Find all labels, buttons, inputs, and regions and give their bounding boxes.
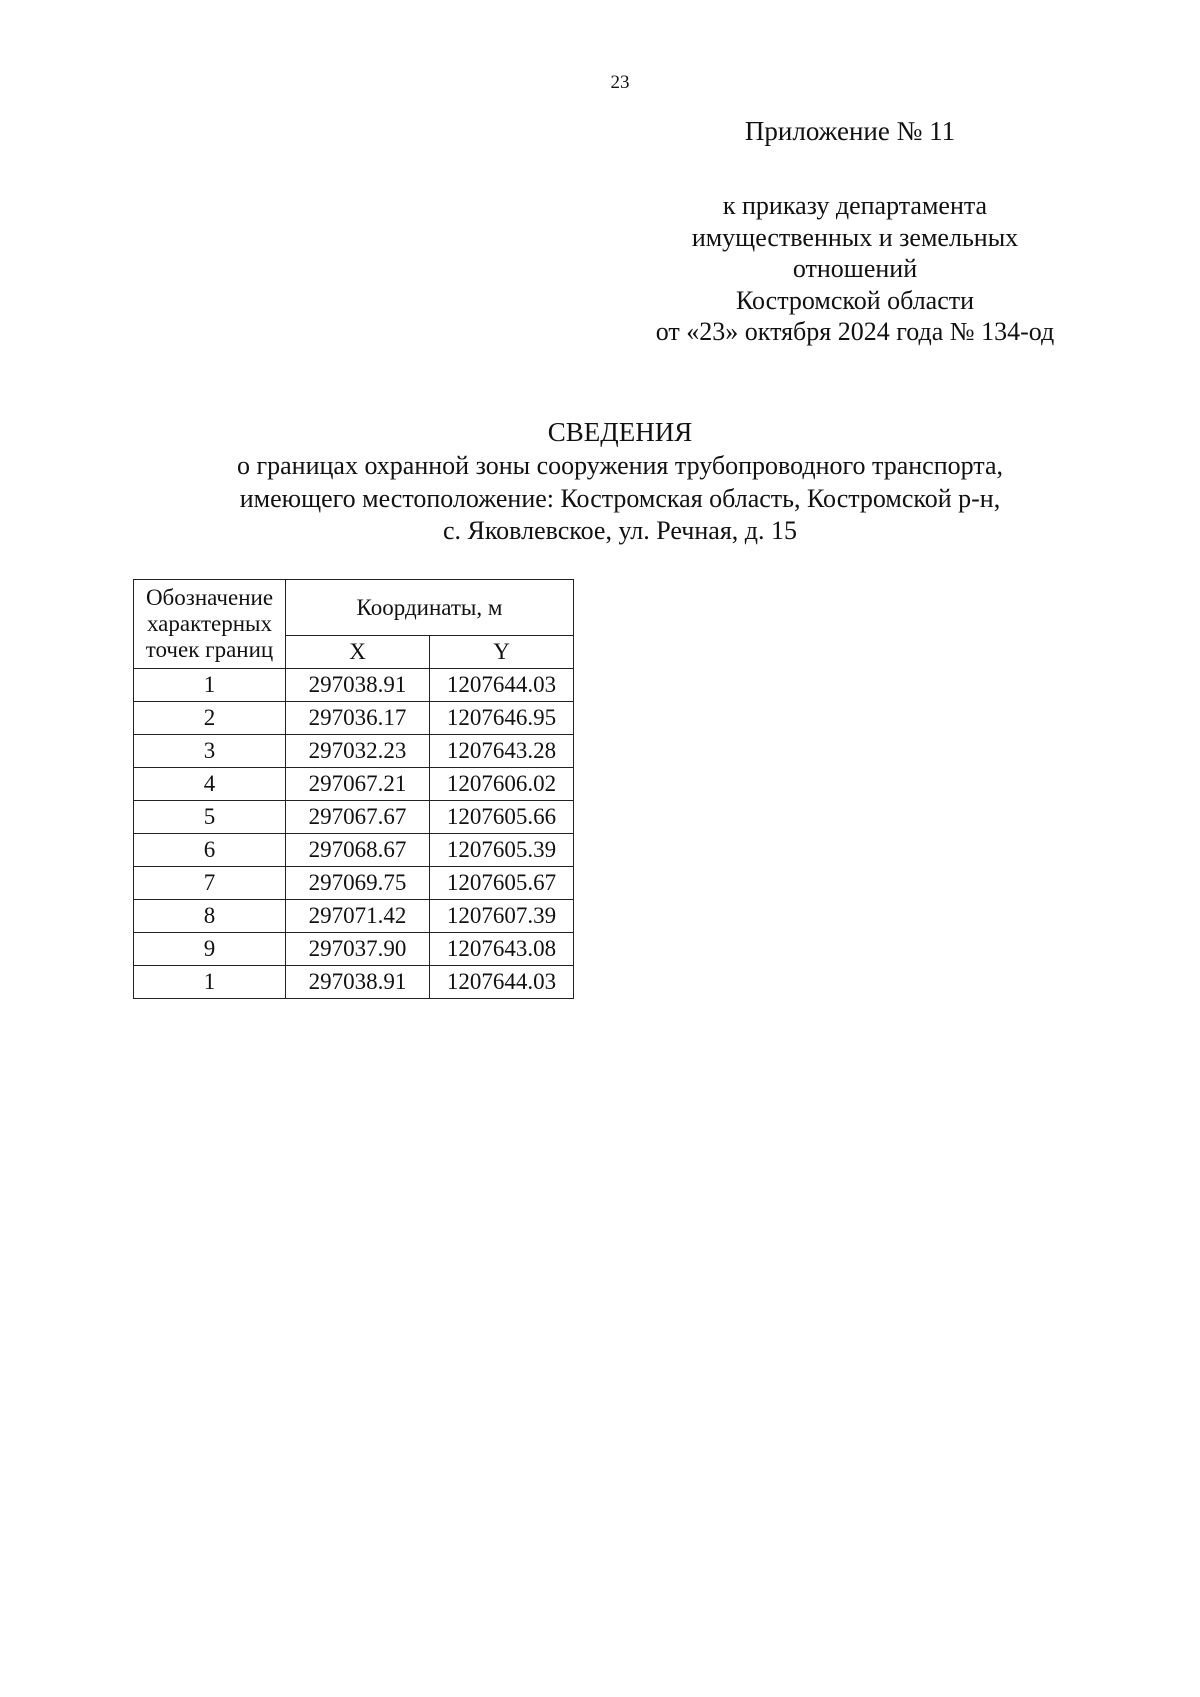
- order-line: Костромской области: [735, 285, 975, 315]
- order-line: к приказу департамента: [722, 191, 988, 220]
- cell-x: 297037.90: [286, 933, 430, 966]
- subheading-line: с. Яковлевское, ул. Речная, д. 15: [442, 516, 798, 545]
- table-row: [134, 768, 574, 801]
- table-row: [134, 669, 574, 702]
- cell-y: 1207605.39: [430, 834, 574, 867]
- cell-x: 297067.67: [286, 801, 430, 834]
- order-line: имущественных и земельных: [691, 222, 1019, 252]
- cell-point: 8: [134, 900, 286, 933]
- page-number: 23: [610, 72, 630, 93]
- order-reference: [605, 190, 1105, 348]
- cell-y: 1207646.95: [430, 702, 574, 735]
- cell-y: 1207605.66: [430, 801, 574, 834]
- order-line: от «23» октября 2024 года № 134-од: [655, 317, 1055, 346]
- cell-x: 297036.17: [286, 702, 430, 735]
- cell-point: 2: [134, 702, 286, 735]
- header-point-line: характерных: [146, 611, 272, 636]
- header-y: Y: [430, 636, 574, 669]
- cell-x: 297069.75: [286, 867, 430, 900]
- cell-y: 1207605.67: [430, 867, 574, 900]
- document-heading: СВЕДЕНИЯ: [547, 417, 693, 447]
- cell-y: 1207606.02: [430, 768, 574, 801]
- cell-x: 297068.67: [286, 834, 430, 867]
- cell-point: 7: [134, 867, 286, 900]
- cell-x: 297067.21: [286, 768, 430, 801]
- cell-y: 1207643.08: [430, 933, 574, 966]
- table-row: [134, 900, 574, 933]
- table-row: [134, 801, 574, 834]
- table-row: [134, 702, 574, 735]
- coordinates-table: [133, 579, 574, 999]
- table-row: [134, 933, 574, 966]
- document-subheading: [0, 450, 1200, 548]
- header-x: X: [286, 636, 430, 669]
- header-coordinates: Координаты, м: [286, 580, 574, 636]
- cell-x: 297032.23: [286, 735, 430, 768]
- header-point-line: точек границ: [145, 637, 274, 662]
- appendix-title: Приложение № 11: [744, 116, 956, 146]
- coordinates-table-body: [134, 669, 574, 999]
- subheading-line: о границах охранной зоны сооружения трубопроводного транспорта,: [236, 451, 1004, 480]
- cell-point: 4: [134, 768, 286, 801]
- cell-point: 1: [134, 669, 286, 702]
- cell-point: 6: [134, 834, 286, 867]
- cell-point: 9: [134, 933, 286, 966]
- cell-point: 1: [134, 966, 286, 999]
- table-row: [134, 966, 574, 999]
- header-point-designation: [134, 580, 286, 669]
- cell-y: 1207644.03: [430, 669, 574, 702]
- order-line: отношений: [792, 254, 918, 283]
- cell-y: 1207644.03: [430, 966, 574, 999]
- header-point-line: Обозначение: [145, 585, 274, 610]
- subheading-line: имеющего местоположение: Костромская область, Костромской р-н,: [239, 483, 1001, 513]
- table-row: [134, 735, 574, 768]
- table-row: [134, 834, 574, 867]
- cell-x: 297038.91: [286, 669, 430, 702]
- cell-point: 5: [134, 801, 286, 834]
- cell-x: 297038.91: [286, 966, 430, 999]
- cell-point: 3: [134, 735, 286, 768]
- cell-y: 1207643.28: [430, 735, 574, 768]
- cell-x: 297071.42: [286, 900, 430, 933]
- cell-y: 1207607.39: [430, 900, 574, 933]
- table-row: [134, 867, 574, 900]
